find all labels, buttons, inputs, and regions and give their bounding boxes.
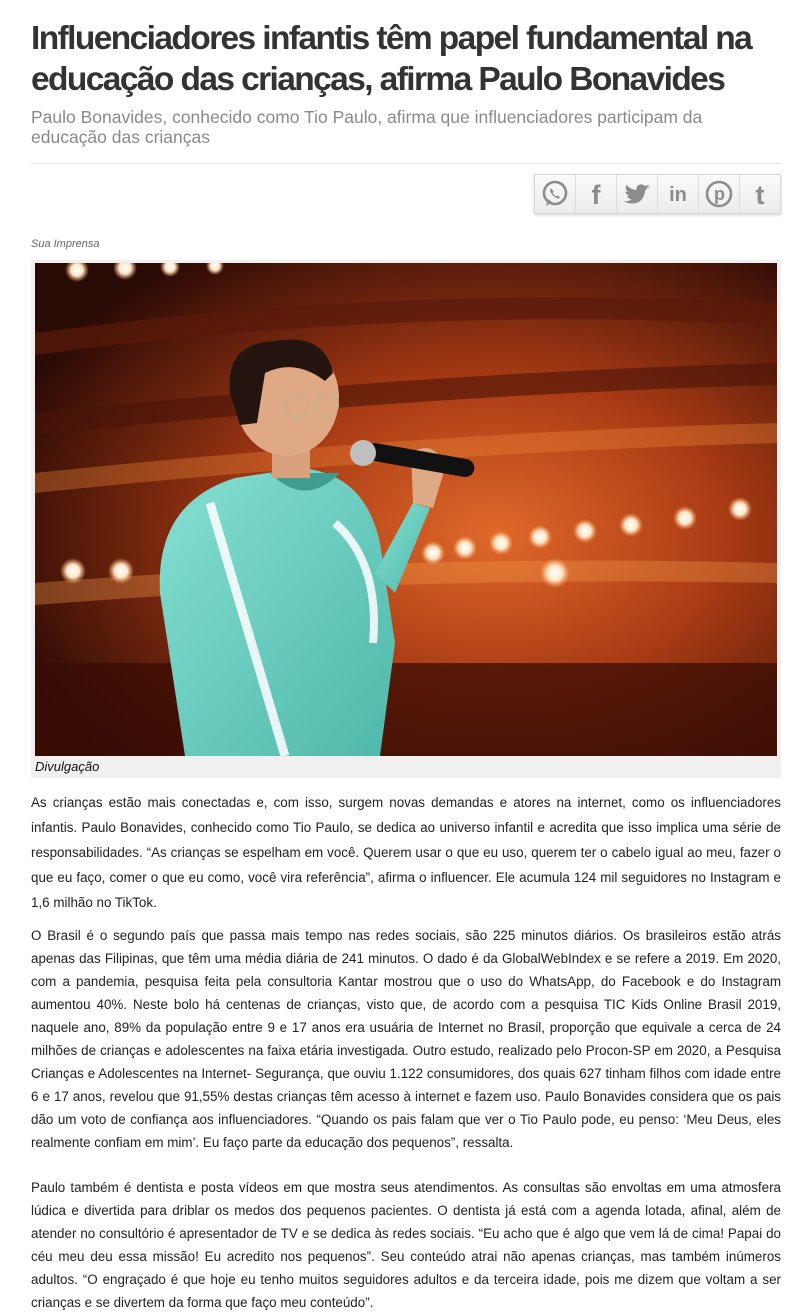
article-source: Sua Imprensa — [31, 238, 100, 250]
linkedin-icon — [663, 179, 693, 209]
svg-text:in: in — [669, 184, 687, 206]
pinterest-icon — [704, 179, 734, 209]
share-facebook-button[interactable] — [576, 175, 617, 213]
article-paragraph: Paulo também é dentista e posta vídeos em que mostra seus atendimentos. As consultas são envoltas em uma atmosfera lúdica e divertida para driblar os medos dos pequenos pacientes. O dentista já está com a agenda lotada, afinal, além de atender no consultório é apresentador de TV e se dedica às redes sociais. “Eu acho que é algo que vem lá de cima! Papai do céu meu deu essa missão! Eu acredito nos pequenos”. Seu conteúdo atrai não apenas crianças, mas também inúmeros adultos. “O engraçado é que hoje eu tenho muitos seguidores adultos e da terceira idade, pois me dizem que voltam a ser crianças e se divertem da forma que faço meu conteúdo”. — [31, 1180, 781, 1310]
share-linkedin-button[interactable] — [658, 175, 699, 213]
article-paragraph: As crianças estão mais conectadas e, com isso, surgem novas demandas e atores na internet, como os influenciadores infantis. Paulo Bonavides, conhecido como Tio Paulo, se dedica ao universo infantil e acredita que isso implica uma série de responsabilidades. “As crianças se espelham em você. Querem usar o que eu uso, querem ter o cabelo igual ao meu, fazer o que eu faço, comer o que eu como, você vira referência”, afirma o influencer. Ele acumula 124 mil seguidores no Instagram e 1,6 milhão no TikTok. — [31, 795, 781, 910]
header-divider — [31, 163, 781, 164]
svg-text:t: t — [755, 180, 765, 209]
share-bar — [534, 174, 781, 214]
article-photo — [35, 263, 777, 756]
article-body — [31, 790, 781, 1314]
article-subtitle: Paulo Bonavides, conhecido como Tio Paulo, afirma que influenciadores participam da educação das crianças — [31, 107, 703, 147]
share-twitter-button[interactable] — [617, 175, 658, 213]
article — [31, 18, 781, 1310]
stage-photo-illustration — [35, 263, 777, 756]
whatsapp-icon — [540, 179, 570, 209]
svg-text:p: p — [714, 184, 725, 204]
share-tumblr-button[interactable] — [740, 175, 780, 213]
article-paragraph: O Brasil é o segundo país que passa mais tempo nas redes sociais, são 225 minutos diários. Os brasileiros estão atrás apenas das Filipinas, que têm uma média diária de 241 minutos. O dado é da GlobalWebIndex e se refere a 2019. Em 2020, com a pandemia, pesquisa feita pela consultoria Kantar mostrou que o uso do WhatsApp, do Facebook e do Instagram aumentou 40%. Neste bolo há centenas de crianças, visto que, de acordo com a pesquisa TIC Kids Online Brasil 2019, naquele ano, 89% da população entre 9 e 17 anos era usuária de Internet no Brasil, proporção que equivale a cerca de 24 milhões de crianças e adolescentes na faixa etária investigada. Outro estudo, realizado pelo Procon-SP em 2020, a Pesquisa Crianças e Adolescentes na Internet- Segurança, que ouviu 1.122 consumidores, dos quais 627 tinham filhos com idade entre 6 e 17 anos, revelou que 91,55% destas crianças têm acesso à internet e fazem uso. Paulo Bonavides considera que os pais dão um voto de confiança aos influenciadores. “Quando os pais falam que ver o Tio Paulo pode, eu penso: ‘Meu Deus, eles realmente confiam em mim’. Eu faço parte da educação dos pequenos”, ressalta. — [31, 928, 781, 1150]
photo-caption: Divulgação — [35, 759, 100, 774]
facebook-icon — [581, 179, 611, 209]
svg-text:f: f — [591, 180, 601, 209]
article-figure — [31, 260, 781, 778]
tumblr-icon — [745, 179, 775, 209]
share-pinterest-button[interactable] — [699, 175, 740, 213]
share-whatsapp-button[interactable] — [535, 175, 576, 213]
article-title: Influenciadores infantis têm papel fundamental na educação das crianças, afirma Paulo Bonavides — [31, 20, 752, 98]
twitter-icon — [621, 179, 653, 209]
